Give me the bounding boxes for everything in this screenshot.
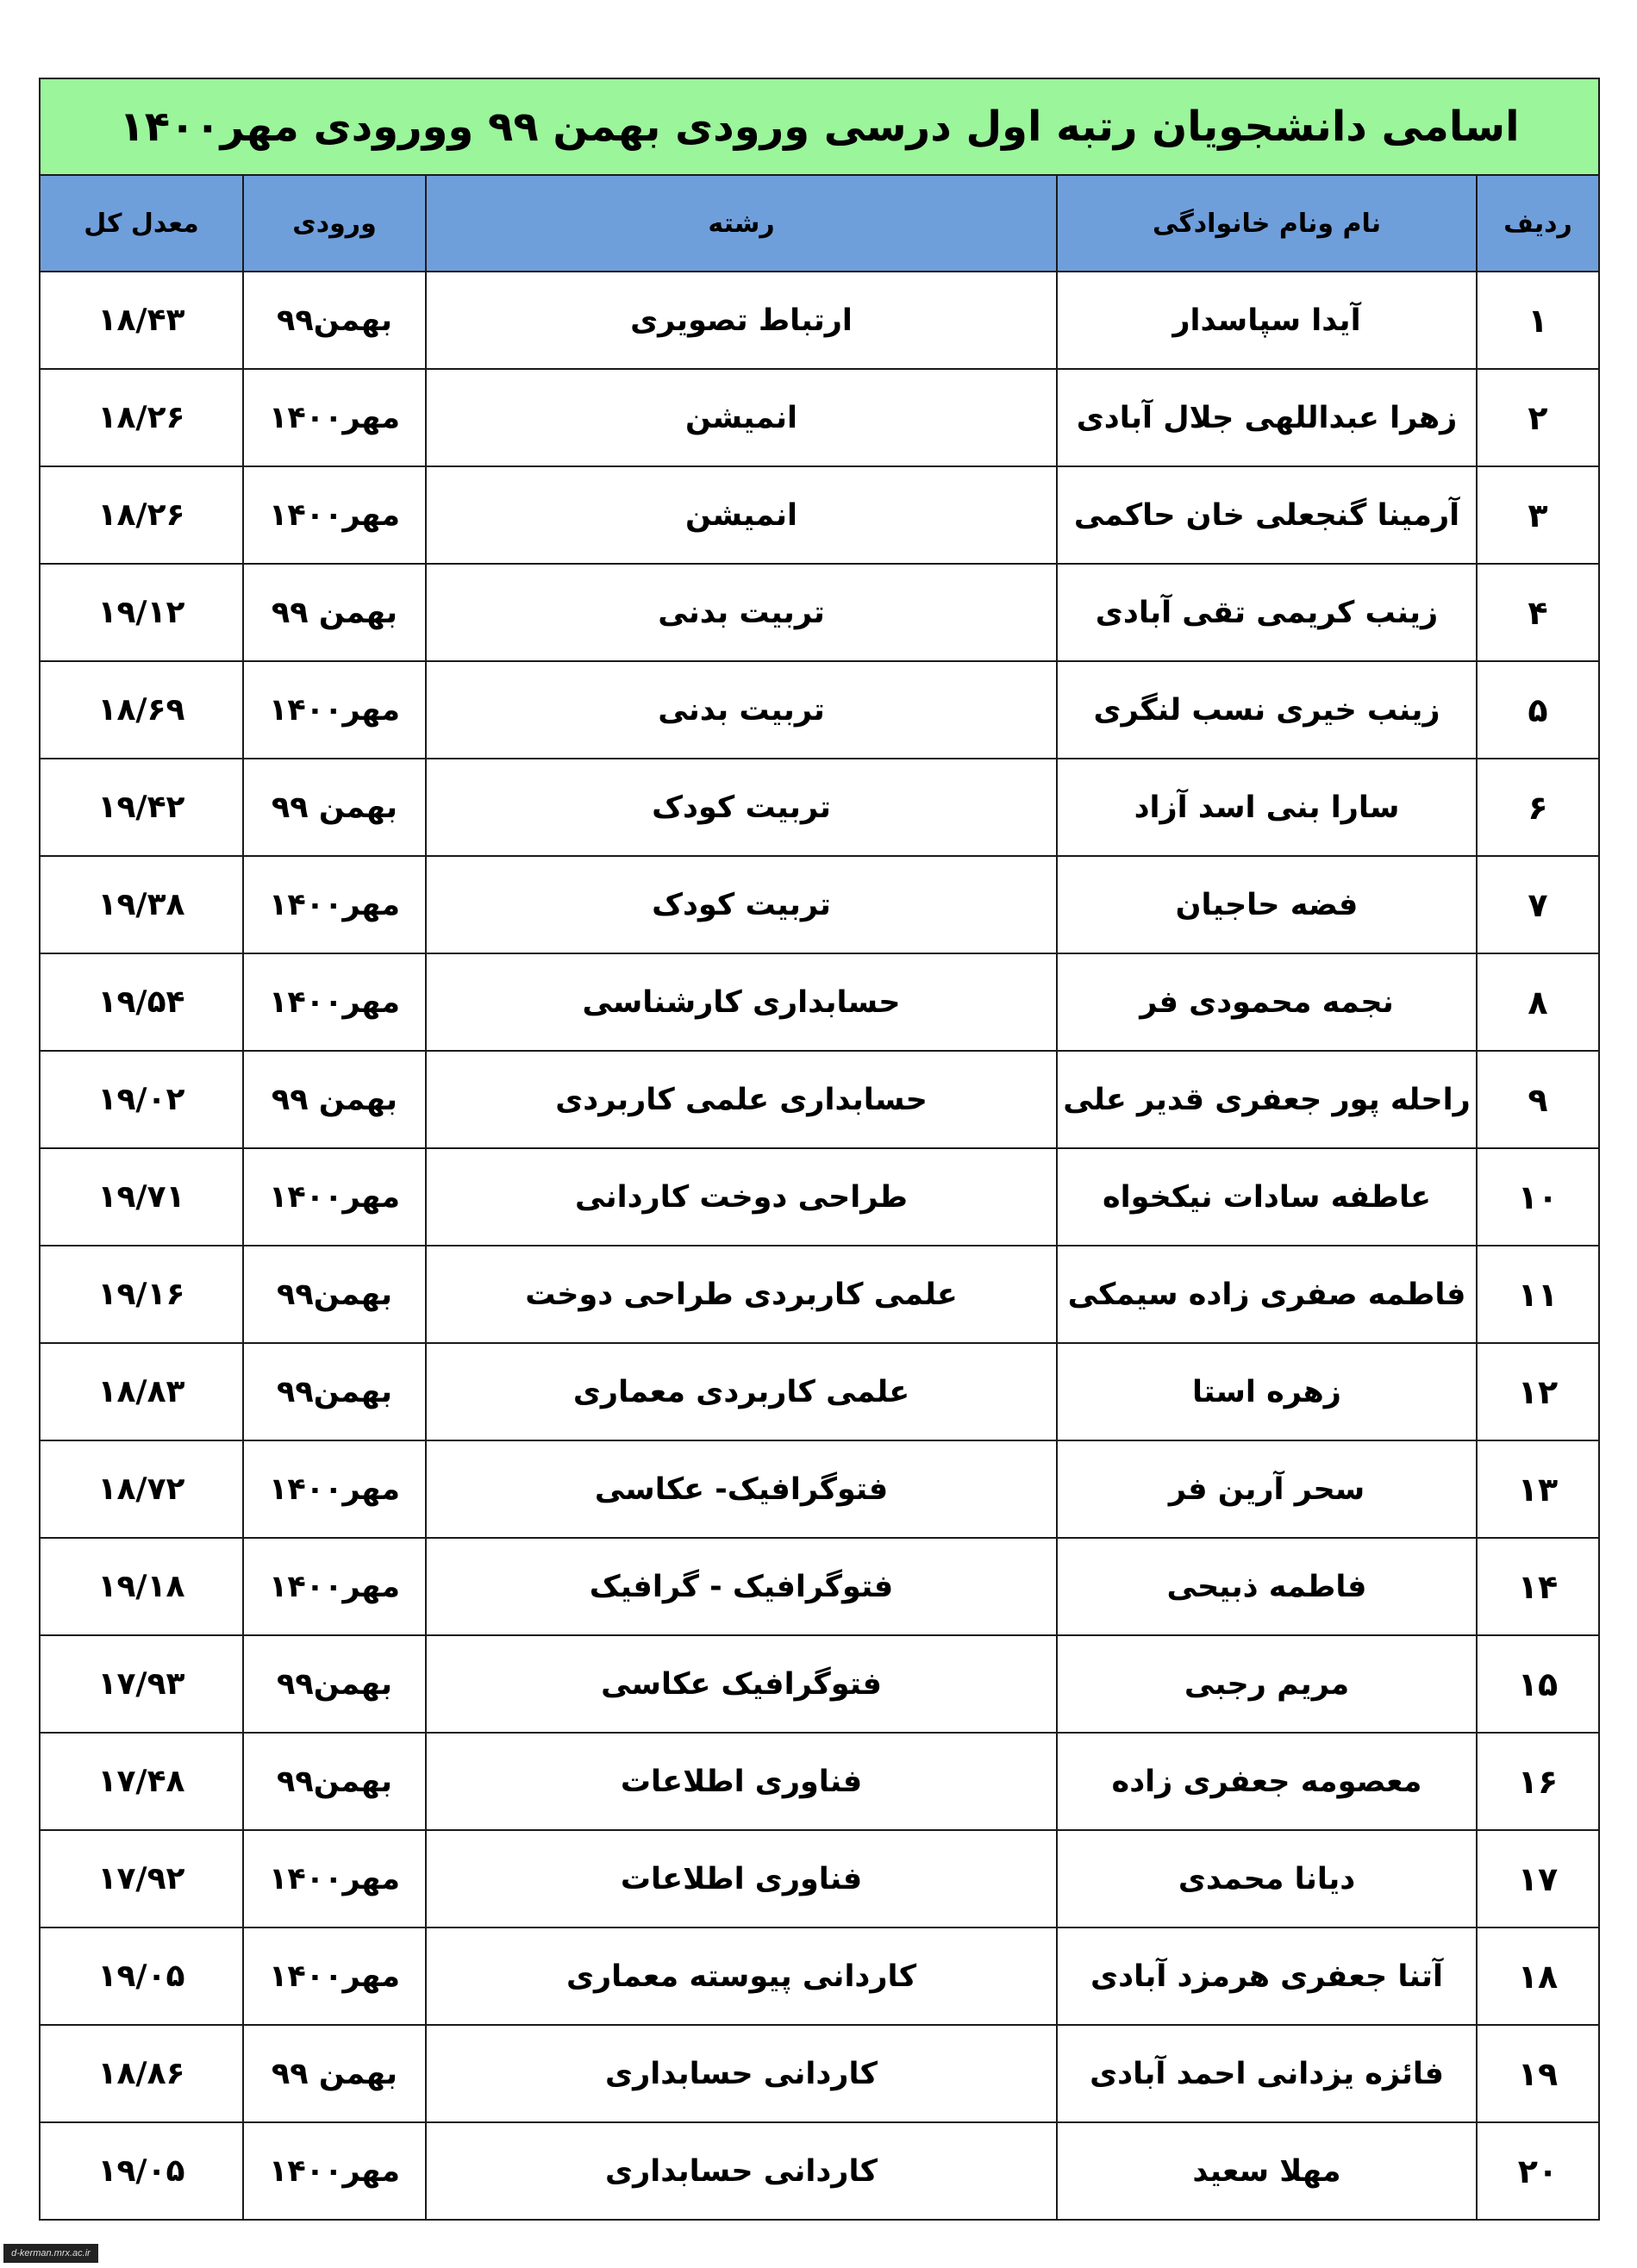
table-row (40, 2122, 1599, 2220)
cell-name: معصومه جعفری زاده (1057, 1733, 1477, 1830)
cell-entry: بهمن۹۹ (243, 1343, 426, 1440)
cell-entry: بهمن۹۹ (243, 1733, 426, 1830)
cell-name: زهره استا (1057, 1343, 1477, 1440)
column-header-gpa: معدل کل (40, 175, 243, 272)
cell-row-no: ۷ (1477, 856, 1599, 953)
cell-name: مریم رجبی (1057, 1635, 1477, 1733)
cell-gpa: ۱۹/۴۲ (40, 759, 243, 856)
cell-major: انمیشن (426, 369, 1057, 466)
cell-row-no: ۹ (1477, 1051, 1599, 1148)
cell-name: دیانا محمدی (1057, 1830, 1477, 1927)
cell-name: فاطمه ذبیحی (1057, 1538, 1477, 1635)
site-footer-logo: d-kerman.mrx.ac.ir (3, 2244, 98, 2263)
cell-gpa: ۱۷/۹۲ (40, 1830, 243, 1927)
cell-entry: بهمن ۹۹ (243, 1051, 426, 1148)
cell-name: آرمینا گنجعلی خان حاکمی (1057, 466, 1477, 564)
cell-gpa: ۱۸/۲۶ (40, 369, 243, 466)
cell-major: حسابداری علمی کاربردی (426, 1051, 1057, 1148)
cell-entry: مهر۱۴۰۰ (243, 1440, 426, 1538)
cell-gpa: ۱۸/۶۹ (40, 661, 243, 759)
cell-gpa: ۱۹/۰۵ (40, 1927, 243, 2025)
cell-major: علمی کاربردی طراحی دوخت (426, 1246, 1057, 1343)
cell-entry: مهر۱۴۰۰ (243, 1927, 426, 2025)
table-row (40, 1343, 1599, 1440)
cell-major: تربیت بدنی (426, 564, 1057, 661)
cell-entry: بهمن۹۹ (243, 1635, 426, 1733)
column-header-name: نام ونام خانوادگی (1057, 175, 1477, 272)
cell-entry: بهمن ۹۹ (243, 564, 426, 661)
cell-major: طراحی دوخت کاردانی (426, 1148, 1057, 1246)
cell-row-no: ۱۵ (1477, 1635, 1599, 1733)
cell-major: فتوگرافیک عکاسی (426, 1635, 1057, 1733)
cell-name: آتنا جعفری هرمزد آبادی (1057, 1927, 1477, 2025)
cell-entry: بهمن۹۹ (243, 272, 426, 369)
table-row (40, 466, 1599, 564)
cell-name: فاطمه صفری زاده سیمکی (1057, 1246, 1477, 1343)
table-row (40, 2025, 1599, 2122)
cell-row-no: ۱۰ (1477, 1148, 1599, 1246)
cell-major: کاردانی حسابداری (426, 2025, 1057, 2122)
cell-gpa: ۱۷/۴۸ (40, 1733, 243, 1830)
cell-name: فائزه یزدانی احمد آبادی (1057, 2025, 1477, 2122)
cell-entry: بهمن ۹۹ (243, 2025, 426, 2122)
cell-row-no: ۳ (1477, 466, 1599, 564)
table-row (40, 1440, 1599, 1538)
cell-gpa: ۱۹/۳۸ (40, 856, 243, 953)
cell-major: تربیت کودک (426, 759, 1057, 856)
cell-gpa: ۱۹/۱۲ (40, 564, 243, 661)
cell-name: نجمه محمودی فر (1057, 953, 1477, 1051)
cell-gpa: ۱۹/۰۵ (40, 2122, 243, 2220)
cell-major: کاردانی حسابداری (426, 2122, 1057, 2220)
column-header-entry: ورودی (243, 175, 426, 272)
cell-major: تربیت کودک (426, 856, 1057, 953)
table-row (40, 272, 1599, 369)
cell-gpa: ۱۹/۱۸ (40, 1538, 243, 1635)
column-header-row-no: ردیف (1477, 175, 1599, 272)
table-row (40, 1148, 1599, 1246)
cell-row-no: ۱۹ (1477, 2025, 1599, 2122)
cell-entry: مهر۱۴۰۰ (243, 1538, 426, 1635)
table-row (40, 661, 1599, 759)
cell-entry: مهر۱۴۰۰ (243, 466, 426, 564)
cell-major: فناوری اطلاعات (426, 1733, 1057, 1830)
cell-row-no: ۱۲ (1477, 1343, 1599, 1440)
cell-name: سحر آرین فر (1057, 1440, 1477, 1538)
cell-major: علمی کاربردی معماری (426, 1343, 1057, 1440)
cell-name: زینب کریمی تقی آبادی (1057, 564, 1477, 661)
cell-row-no: ۲۰ (1477, 2122, 1599, 2220)
cell-entry: مهر۱۴۰۰ (243, 2122, 426, 2220)
cell-major: فتوگرافیک - گرافیک (426, 1538, 1057, 1635)
cell-name: راحله پور جعفری قدیر علی (1057, 1051, 1477, 1148)
cell-name: مهلا سعید (1057, 2122, 1477, 2220)
cell-row-no: ۱۶ (1477, 1733, 1599, 1830)
table-row (40, 369, 1599, 466)
cell-name: فضه حاجیان (1057, 856, 1477, 953)
table-row (40, 953, 1599, 1051)
students-table (39, 78, 1600, 2221)
table-row (40, 1927, 1599, 2025)
cell-name: زهرا عبداللهی جلال آبادی (1057, 369, 1477, 466)
cell-row-no: ۱۴ (1477, 1538, 1599, 1635)
cell-major: ارتباط تصویری (426, 272, 1057, 369)
cell-gpa: ۱۹/۱۶ (40, 1246, 243, 1343)
cell-row-no: ۱۸ (1477, 1927, 1599, 2025)
cell-gpa: ۱۸/۷۲ (40, 1440, 243, 1538)
cell-entry: مهر۱۴۰۰ (243, 661, 426, 759)
cell-entry: بهمن۹۹ (243, 1246, 426, 1343)
cell-major: حسابداری کارشناسی (426, 953, 1057, 1051)
cell-row-no: ۴ (1477, 564, 1599, 661)
cell-gpa: ۱۹/۵۴ (40, 953, 243, 1051)
table-title: اسامی دانشجویان رتبه اول درسی ورودی بهمن ۹۹ وورودی مهر۱۴۰۰ (40, 78, 1599, 175)
table-row (40, 1246, 1599, 1343)
table-row (40, 856, 1599, 953)
table-row (40, 1538, 1599, 1635)
cell-name: عاطفه سادات نیکخواه (1057, 1148, 1477, 1246)
cell-row-no: ۱۷ (1477, 1830, 1599, 1927)
cell-name: سارا بنی اسد آزاد (1057, 759, 1477, 856)
cell-major: کاردانی پیوسته معماری (426, 1927, 1057, 2025)
cell-gpa: ۱۷/۹۳ (40, 1635, 243, 1733)
cell-entry: مهر۱۴۰۰ (243, 1148, 426, 1246)
cell-gpa: ۱۸/۲۶ (40, 466, 243, 564)
cell-major: تربیت بدنی (426, 661, 1057, 759)
column-header-major: رشته (426, 175, 1057, 272)
table-row (40, 1830, 1599, 1927)
title-row (40, 78, 1599, 175)
header-row (40, 175, 1599, 272)
cell-entry: مهر۱۴۰۰ (243, 1830, 426, 1927)
cell-row-no: ۱ (1477, 272, 1599, 369)
cell-entry: مهر۱۴۰۰ (243, 856, 426, 953)
cell-row-no: ۱۳ (1477, 1440, 1599, 1538)
table-row (40, 1733, 1599, 1830)
table-row (40, 564, 1599, 661)
cell-gpa: ۱۹/۰۲ (40, 1051, 243, 1148)
cell-gpa: ۱۸/۸۳ (40, 1343, 243, 1440)
cell-row-no: ۶ (1477, 759, 1599, 856)
cell-row-no: ۸ (1477, 953, 1599, 1051)
cell-row-no: ۲ (1477, 369, 1599, 466)
cell-entry: بهمن ۹۹ (243, 759, 426, 856)
cell-name: زینب خیری نسب لنگری (1057, 661, 1477, 759)
table-row (40, 1051, 1599, 1148)
cell-gpa: ۱۹/۷۱ (40, 1148, 243, 1246)
cell-major: فناوری اطلاعات (426, 1830, 1057, 1927)
cell-entry: مهر۱۴۰۰ (243, 953, 426, 1051)
cell-gpa: ۱۸/۸۶ (40, 2025, 243, 2122)
cell-entry: مهر۱۴۰۰ (243, 369, 426, 466)
document-sheet (41, 78, 1600, 2221)
cell-row-no: ۱۱ (1477, 1246, 1599, 1343)
cell-row-no: ۵ (1477, 661, 1599, 759)
table-row (40, 1635, 1599, 1733)
table-body (40, 272, 1599, 2220)
table-row (40, 759, 1599, 856)
cell-major: فتوگرافیک- عکاسی (426, 1440, 1057, 1538)
cell-major: انمیشن (426, 466, 1057, 564)
cell-gpa: ۱۸/۴۳ (40, 272, 243, 369)
cell-name: آیدا سپاسدار (1057, 272, 1477, 369)
